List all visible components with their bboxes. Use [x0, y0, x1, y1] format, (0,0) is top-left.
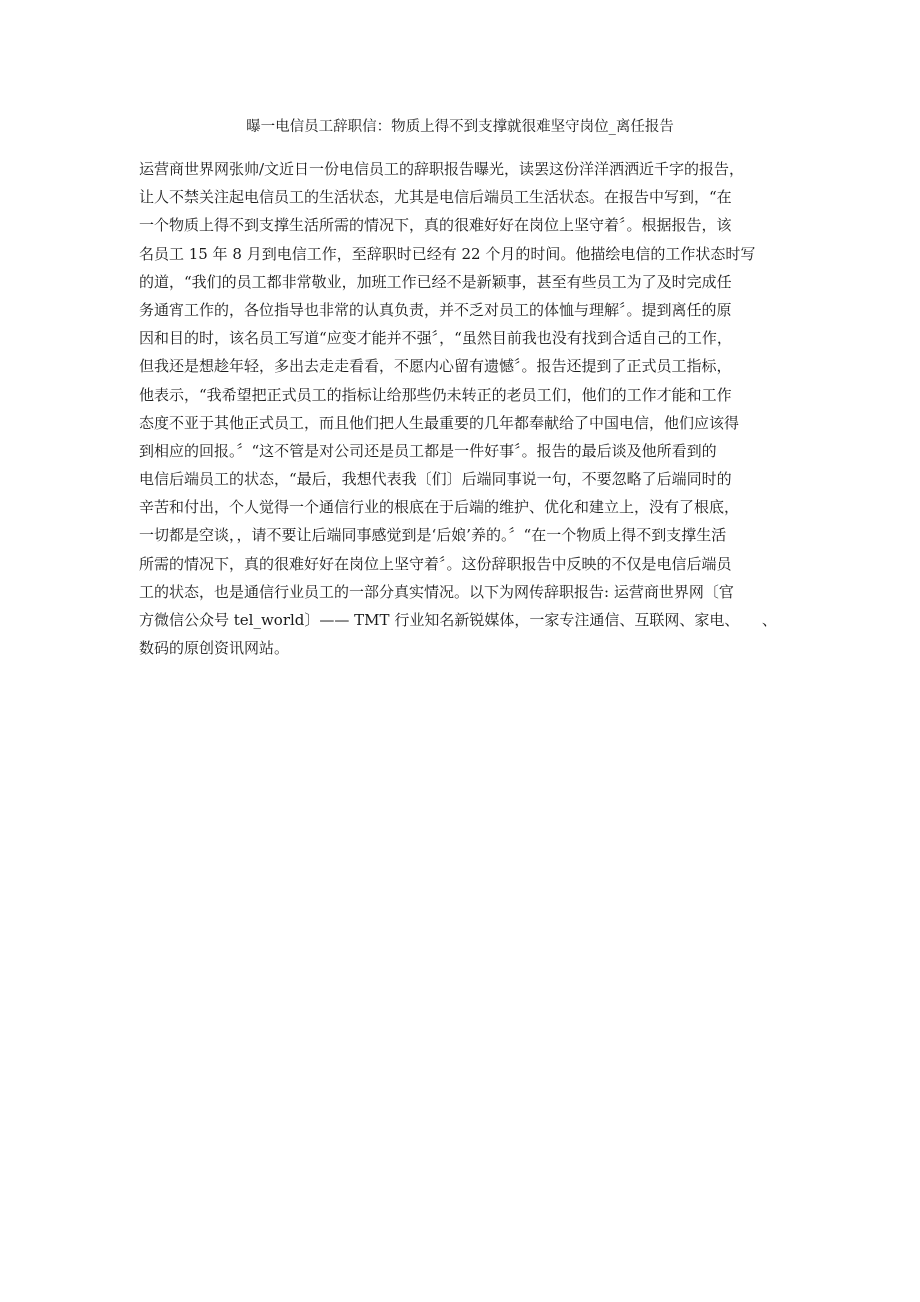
body-line: 名员工 15 年 8 月到电信工作，至辞职时已经有 22 个月的时间。他描绘电信的工作状态时写	[139, 244, 756, 263]
document-body	[139, 155, 791, 662]
body-line: 所需的情况下，真的很难好好在岗位上坚守着〞。这份辞职报告中反映的不仅是电信后端员	[139, 554, 732, 573]
body-line: 电信后端员工的状态，“最后，我想代表我〔们〕后端同事说一句，不要忽略了后端同时的	[139, 470, 732, 489]
body-line: 他表示，“我希望把正式员工的指标让给那些仍未转正的老员工们，他们的工作才能和工作	[139, 385, 732, 404]
body-line: 一个物质上得不到支撑生活所需的情况下，真的很难好好在岗位上坚守着〞。根据报告，该	[139, 216, 732, 235]
body-line: 务通宵工作的，各位指导也非常的认真负责，并不乏对员工的体恤与理解〞。提到离任的原	[139, 300, 732, 319]
body-line: 一切都是空谈，，请不要让后端同事感觉到是‘后娘’养的。〞“在一个物质上得不到支撑生活	[139, 526, 727, 545]
body-line: 因和目的时，该名员工写道“应变才能并不强〞，“虽然目前我也没有找到合适自己的工作，	[139, 329, 732, 348]
body-line: 运营商世界网张帅/文近日一份电信员工的辞职报告曝光，读罢这份洋洋洒洒近千字的报告，	[139, 160, 745, 178]
body-line: 到相应的回报。〞“这不管是对公司还是员工都是一件好事〞。报告的最后谈及他所看到的	[139, 441, 717, 460]
body-line: 工的状态，也是通信行业员工的一部分真实情况。以下为网传辞职报告: 运营商世界网〔官	[139, 582, 734, 601]
body-line: 方微信公众号 tel_world〕—— TMT 行业知名新锐媒体，一家专注通信、互联网、家电、 、	[139, 611, 777, 629]
body-line: 数码的原创资讯网站。	[139, 639, 290, 658]
document-title: 曝一电信员工辞职信：物质上得不到支撑就很难坚守岗位_离任报告	[246, 119, 674, 135]
body-line: 辛苦和付出，个人觉得一个通信行业的根底在于后端的维护、优化和建立上，没有了根底，	[139, 498, 740, 517]
body-line: 态度不亚于其他正式员工，而且他们把人生最重要的几年都奉献给了中国电信，他们应该得	[139, 413, 740, 432]
body-line: 让人不禁关注起电信员工的生活状态，尤其是电信后端员工生活状态。在报告中写到，“在	[139, 188, 732, 207]
body-line: 的道，“我们的员工都非常敬业，加班工作已经不是新颖事，甚至有些员工为了及时完成任	[139, 272, 732, 291]
body-line: 但我还是想趁年轻，多出去走走看看，不愿内心留有遗憾〞。报告还提到了正式员工指标，	[139, 357, 732, 376]
